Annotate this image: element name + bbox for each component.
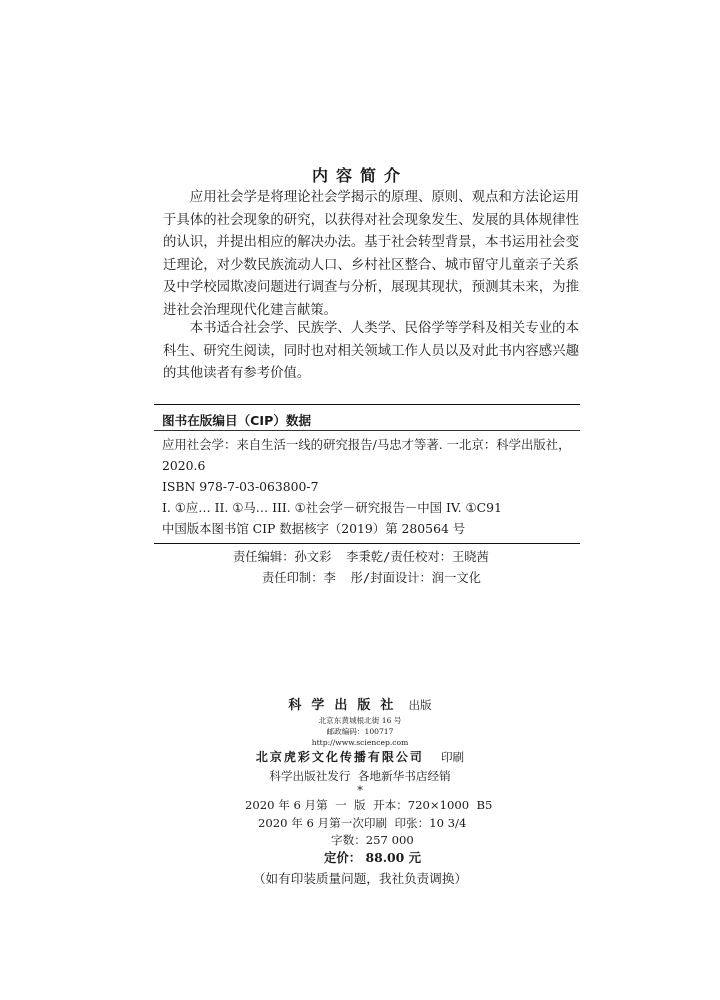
price-value: 88.00 元: [365, 850, 422, 865]
cip-isbn-line: ISBN 978-7-03-063800-7: [162, 479, 319, 494]
page-title: 内容简介: [311, 166, 408, 185]
cip-heading-rule: [154, 430, 580, 431]
publisher-suffix: 出版: [408, 698, 432, 712]
cip-bottom-rule: [154, 543, 580, 544]
publisher-url: http://www.sciencep.com: [311, 738, 409, 747]
quality-note: （如有印装质量问题，我社负责调换）: [252, 871, 468, 886]
publisher-postcode: 邮政编码：100717: [326, 727, 394, 736]
cip-heading: 图书在版编目（CIP）数据: [162, 413, 312, 428]
cip-top-rule: [154, 404, 580, 405]
cip-classification-line: I. ①应… II. ①马… III. ①社会学－研究报告－中国 IV. ①C91: [162, 500, 502, 515]
printer-suffix: 印刷: [440, 750, 465, 764]
printer-line: [0, 746, 720, 765]
intro-paragraph-1: 应用社会学是将理论社会学揭示的原理、原则、观点和方法论运用于具体的社会现象的研究，以获得对社会现象发生、发展的具体规律性的认识，并提出相应的解决办法。基于社会转型背景，本书运用社会变迁理论，对少数民族流动人口、乡村社区整合、城市留守儿童亲子关系及中学校园欺凌问题进行调查与分析，展现其现状，预测其未来，为推进社会治理现代化建言献策。: [163, 190, 579, 318]
cip-title-line: 应用社会学：来自生活一线的研究报告/马忠才等著. 一北京：科学出版社，2020.6: [162, 437, 571, 473]
publisher-line: [0, 694, 720, 713]
distribution-line: 科学出版社发行 各地新华书店经销: [269, 769, 451, 783]
printer-name: 北京虎彩文化传播有限公司: [255, 750, 424, 764]
edition-line: 2020 年 6 月第 一 版 开本：720×1000 B5: [245, 798, 493, 812]
production-credits: 责任印制：李 彤/封面设计：润一文化: [262, 571, 481, 585]
price-label: 定价：: [324, 850, 362, 865]
price-line: [324, 848, 421, 866]
printing-line: 2020 年 6 月第一次印刷 印张：10 3/4: [258, 816, 467, 830]
word-count: 字数：257 000: [331, 833, 414, 847]
cip-record-line: 中国版本图书馆 CIP 数据核字（2019）第 280564 号: [162, 521, 466, 536]
separator-star: *: [357, 783, 363, 797]
publisher-name: 科学出版社: [288, 698, 404, 713]
publisher-address: 北京东黄城根北街 16 号: [318, 716, 402, 725]
intro-paragraph-2: 本书适合社会学、民族学、人类学、民俗学等学科及相关专业的本科生、研究生阅读，同时也对相关领域工作人员以及对此书内容感兴趣的其他读者有参考价值。: [163, 321, 579, 382]
editor-credits: 责任编辑：孙文彩 李秉乾/责任校对：王晓茜: [233, 550, 489, 564]
